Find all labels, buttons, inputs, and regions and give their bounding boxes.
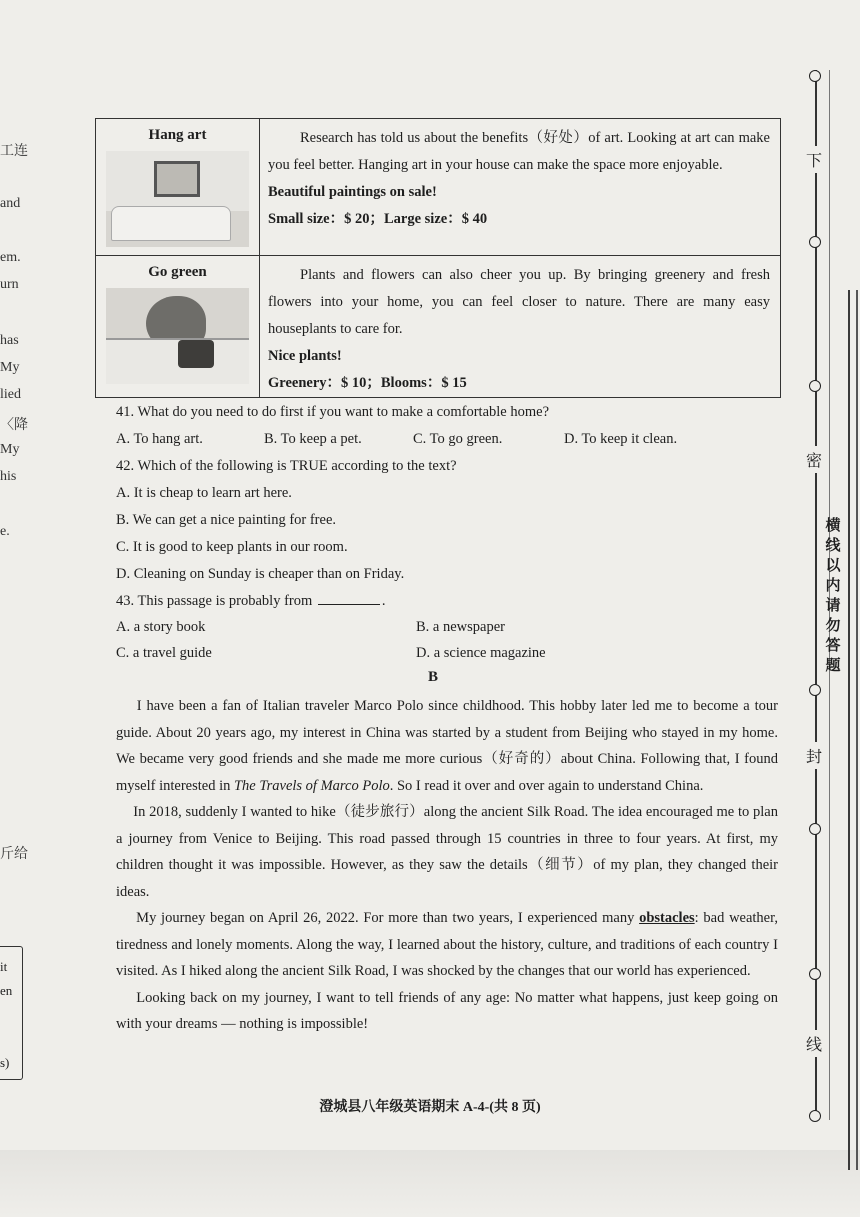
reading-passage-b [116, 693, 778, 1038]
page-edge-line [856, 290, 858, 1170]
left-margin-fragment: My [0, 360, 20, 375]
left-margin-fragment: 斤给 [0, 847, 28, 862]
answer-blank [318, 592, 380, 605]
binding-char: 线 [806, 1030, 822, 1057]
ad-table [95, 118, 781, 398]
left-margin-fragment: lied [0, 387, 21, 402]
binding-char: 下 [806, 146, 822, 173]
option: C. a travel guide [116, 645, 212, 661]
binding-circle [809, 823, 821, 835]
ad-prices: Small size：$ 20；Large size：$ 40 [268, 211, 488, 227]
left-margin-fragment: and [0, 196, 21, 211]
binding-char: 封 [806, 742, 822, 769]
question-41: 41. What do you need to do first if you want to make a comfortable home? [116, 404, 550, 420]
left-margin-fragment: e. [0, 524, 10, 539]
page-footer: 澄城县八年级英语期末 A-4-(共 8 页) [319, 1100, 541, 1115]
left-margin-fragment: My [0, 442, 20, 457]
binding-circle [809, 236, 821, 248]
left-margin-box [0, 946, 23, 1080]
left-box-text: it [0, 959, 8, 974]
paragraph: I have been a fan of Italian traveler Marco Polo since childhood. This hobby later led me to become a tour guide. About 20 years ago, my interest in China was started by a student from Beijing who stayed in my home. We became very good friends and she made me more curious（好奇的）about China. Following that, I found myself interested in The Travels of Marco Polo. So I read it over and over again to understand China. [116, 698, 779, 794]
underlined-word: obstacles [639, 910, 695, 926]
plant-couch-photo [106, 288, 249, 384]
question-42: 42. Which of the following is TRUE according to the text? [116, 458, 457, 474]
left-margin-fragment: urn [0, 277, 19, 292]
ad-sale: Nice plants! [268, 348, 342, 364]
binding-circle [809, 70, 821, 82]
binding-circle [809, 968, 821, 980]
option: A. a story book [116, 619, 206, 635]
left-margin-fragment: his [0, 469, 17, 484]
ad-prices: Greenery：$ 10；Blooms：$ 15 [268, 375, 467, 391]
ad-row [96, 256, 781, 398]
page-edge-line [848, 290, 850, 1170]
option: B. We can get a nice painting for free. [116, 512, 336, 528]
option: C. To go green. [413, 431, 503, 447]
ad-title-cell [96, 256, 260, 398]
paragraph: My journey began on April 26, 2022. For more than two years, I experienced many obstacles: bad weather, tiredness and lonely moments. Along the way, I learned about the history, culture, and traditions of each country I visited. As I hiked along the ancient Silk Road, I was shocked by the changes that our world has experienced. [116, 910, 778, 979]
option: A. It is cheap to learn art here. [116, 485, 292, 501]
binding-char: 密 [806, 446, 822, 473]
paragraph: Looking back on my journey, I want to tell friends of any age: No matter what happens, just keep going on with your dreams — nothing is impossible! [116, 989, 778, 1032]
binding-note: 横线以内请勿答题 [825, 518, 841, 674]
binding-circle [809, 380, 821, 392]
left-box-text: s) [0, 1055, 10, 1070]
option: D. a science magazine [416, 645, 546, 661]
framed-art-room-photo [106, 151, 249, 247]
ad-text-cell [260, 256, 781, 398]
binding-circle [809, 1110, 821, 1122]
paragraph: In 2018, suddenly I wanted to hike（徒步旅行）along the ancient Silk Road. The idea encouraged me to plan a journey from Venice to Beijing. This road passed through 15 countries in three to four years. At first, my children thought it was impossible. However, as they saw the details（细节）of my plan, they changed their ideas. [116, 804, 778, 900]
left-margin-fragment: em. [0, 250, 21, 265]
ad-body: Plants and flowers can also cheer you up. By bringing greenery and fresh flowers into your home, you can feel closer to nature. There are many easy houseplants to care for. [268, 267, 770, 337]
option: B. To keep a pet. [264, 431, 362, 447]
left-margin-fragment: 〈降 [0, 418, 28, 433]
option: D. To keep it clean. [564, 431, 678, 447]
binding-circle [809, 684, 821, 696]
left-margin-fragment: 工连 [0, 144, 28, 159]
ad-row [96, 119, 781, 256]
option: D. Cleaning on Sunday is cheaper than on Friday. [116, 566, 405, 582]
question-43: 43. This passage is probably from . [116, 593, 386, 609]
binding-line [815, 70, 817, 1120]
ad-body: Research has told us about the benefits（好处）of art. Looking at art can make you feel better. Hanging art in your house can make the space more enjoyable. [268, 130, 770, 173]
ad-title: Hang art [148, 127, 207, 143]
section-label: B [428, 669, 439, 685]
ad-title: Go green [148, 264, 207, 280]
ad-sale: Beautiful paintings on sale! [268, 184, 437, 200]
option: B. a newspaper [416, 619, 505, 635]
left-margin-fragment: has [0, 333, 19, 348]
left-box-text: en [0, 983, 13, 998]
option: C. It is good to keep plants in our room. [116, 539, 348, 555]
ad-title-cell [96, 119, 260, 256]
option: A. To hang art. [116, 431, 203, 447]
page-fold-shadow [0, 1150, 860, 1217]
ad-text-cell [260, 119, 781, 256]
